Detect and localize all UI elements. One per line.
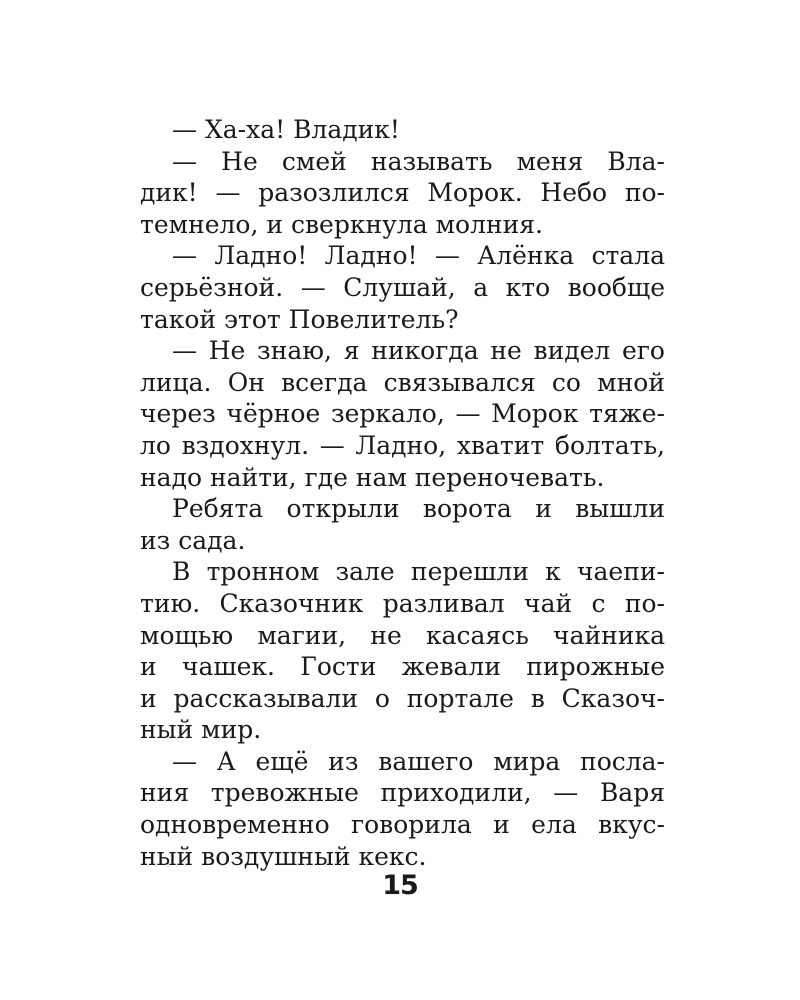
text-line: надо найти, где нам переночевать. <box>140 462 605 492</box>
text-line: Ребята открыли ворота и вышли <box>172 494 665 524</box>
text-line: лица. Он всегда связывался со мной <box>140 367 665 397</box>
text-line: серьёзной. — Слушай, а кто вообще <box>140 272 665 302</box>
text-line: ло вздохнул. — Ладно, хватит болтать, <box>140 430 665 460</box>
text-line: тию. Сказочник разливал чай с по- <box>140 588 665 618</box>
text-line: дик! — разозлился Морок. Небо по- <box>140 178 665 208</box>
text-line: — Не знаю, я никогда не видел его <box>172 336 665 366</box>
text-line: темнело, и сверкнула молния. <box>140 209 543 239</box>
text-line: одновременно говорила и ела вкус- <box>140 810 665 840</box>
page-number: 15 <box>382 870 418 901</box>
text-line: через чёрное зеркало, — Морок тяже- <box>140 399 665 429</box>
text-line: — Ха-ха! Владик! <box>172 115 400 144</box>
text-line: ный воздушный кекс. <box>140 841 427 871</box>
text-line: мощью магии, не касаясь чайника <box>140 620 665 650</box>
text-line: — Ладно! Ладно! — Алёнка стала <box>172 241 665 271</box>
text-line: и рассказывали о портале в Сказоч- <box>140 683 665 713</box>
text-line: и чашек. Гости жевали пирожные <box>140 652 665 682</box>
text-line: В тронном зале перешли к чаепи- <box>172 557 665 587</box>
text-line: такой этот Повелитель? <box>140 304 459 334</box>
text-line: — А ещё из вашего мира посла- <box>172 746 665 776</box>
body-text <box>140 114 665 872</box>
text-line: — Не смей называть меня Вла- <box>172 146 665 176</box>
text-line: из сада. <box>140 525 246 555</box>
text-line: ния тревожные приходили, — Варя <box>140 778 665 808</box>
text-line: ный мир. <box>140 715 262 745</box>
